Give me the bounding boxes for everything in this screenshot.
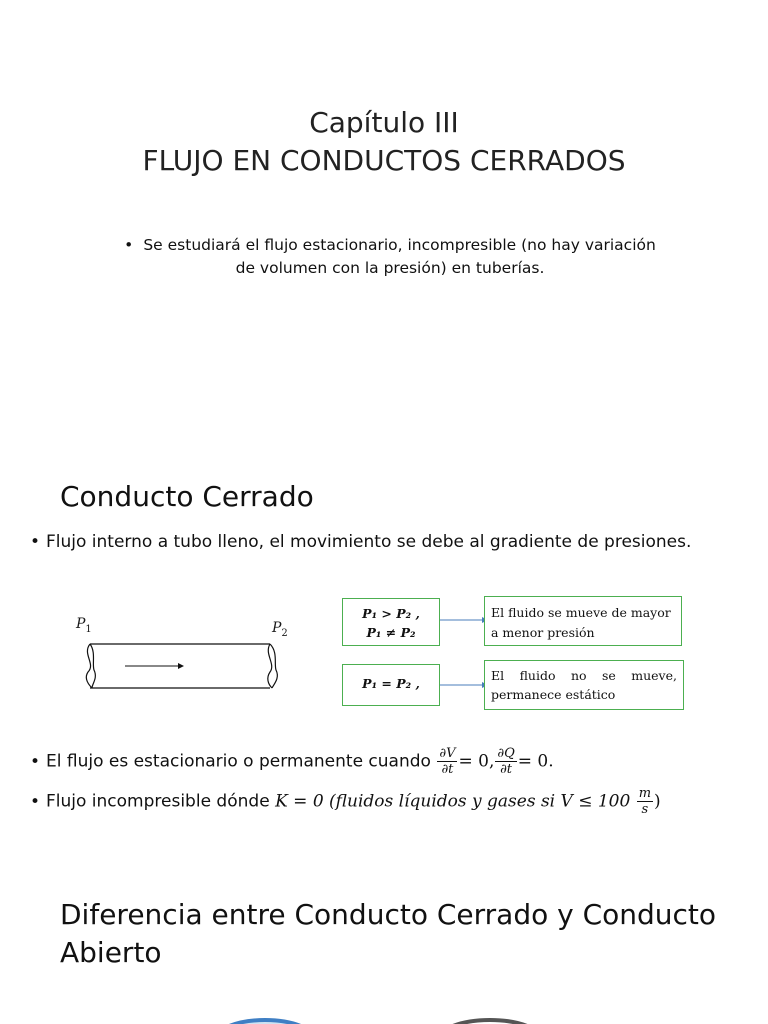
velocity-unit-fraction: $\frac{m}{s}$ bbox=[638, 786, 652, 817]
closing-paren: ) bbox=[654, 791, 661, 812]
bullet-dot: • bbox=[124, 236, 134, 254]
section-title-diferencia-line1: Diferencia entre Conducto Cerrado y Conducto bbox=[60, 898, 717, 931]
pipe-cross-section-images bbox=[0, 1000, 768, 1024]
condition-line1: P₁ > P₂ , bbox=[362, 606, 420, 621]
intro-bullet bbox=[100, 234, 680, 280]
section-title-diferencia-line2: Abierto bbox=[60, 936, 162, 969]
chapter-title-line1: Capítulo III bbox=[309, 106, 459, 139]
intro-bullet-line2: de volumen con la presión) en tuberías. bbox=[235, 259, 545, 277]
chapter-title-line2: FLUJO EN CONDUCTOS CERRADOS bbox=[142, 144, 626, 177]
bullet-incompresible-text: Flujo incompresible dónde bbox=[46, 791, 270, 812]
section-title-conducto-cerrado: Conducto Cerrado bbox=[60, 480, 314, 513]
condition-line2: P₁ ≠ P₂ bbox=[366, 625, 416, 640]
partial-v-fraction: $\frac{\partial V}{\partial t}$ bbox=[439, 746, 456, 777]
slide-2 bbox=[0, 440, 768, 860]
bullet-estacionario-text: El flujo es estacionario o permanente cuando bbox=[46, 751, 431, 772]
condition-box-p1-greater bbox=[342, 598, 440, 646]
result-box-static bbox=[484, 660, 684, 710]
pressure-label-p1: $P_1$ bbox=[76, 616, 92, 635]
pipe-drawing bbox=[70, 610, 300, 700]
equation-zero-2: = 0. bbox=[517, 751, 554, 772]
equation-zero-1: = 0, bbox=[458, 751, 495, 772]
pipe-diagram bbox=[70, 610, 300, 700]
result-static-line1: El fluido no se mueve, bbox=[491, 668, 677, 683]
bullet-flujo-interno-text: Flujo interno a tubo lleno, el movimiento se debe al gradiente de presiones. bbox=[46, 532, 692, 552]
bullet-flujo-interno: • Flujo interno a tubo lleno, el movimiento se debe al gradiente de presiones. bbox=[30, 532, 692, 552]
bullet-incompresible: • Flujo incompresible dónde K = 0 (fluidos líquidos y gases si V ≤ 100 $\frac{m}{s}$ ) bbox=[30, 786, 661, 817]
bullet-estacionario: • El flujo es estacionario o permanente cuando $\frac{\partial V}{\partial t}$ = 0, $\frac{\partial Q}{\partial t}$ = 0. bbox=[30, 746, 554, 777]
section-title-diferencia bbox=[60, 896, 740, 972]
slide-1 bbox=[0, 0, 768, 440]
intro-bullet-line1: Se estudiará el flujo estacionario, incompresible (no hay variación bbox=[143, 236, 656, 254]
pressure-label-p2: $P_2$ bbox=[272, 620, 288, 639]
partial-q-fraction: $\frac{\partial Q}{\partial t}$ bbox=[497, 746, 515, 777]
arrows-to-results bbox=[440, 590, 490, 710]
chapter-title bbox=[0, 104, 768, 180]
result-static-line2: permanece estático bbox=[491, 687, 616, 702]
incompressible-math: K = 0 (fluidos líquidos y gases si V ≤ 100 bbox=[275, 791, 631, 812]
slide-3 bbox=[0, 860, 768, 1024]
result-box-moves: El fluido se mueve de mayor a menor presión bbox=[484, 596, 682, 646]
condition-box-p1-equal: P₁ = P₂ , bbox=[342, 664, 440, 706]
